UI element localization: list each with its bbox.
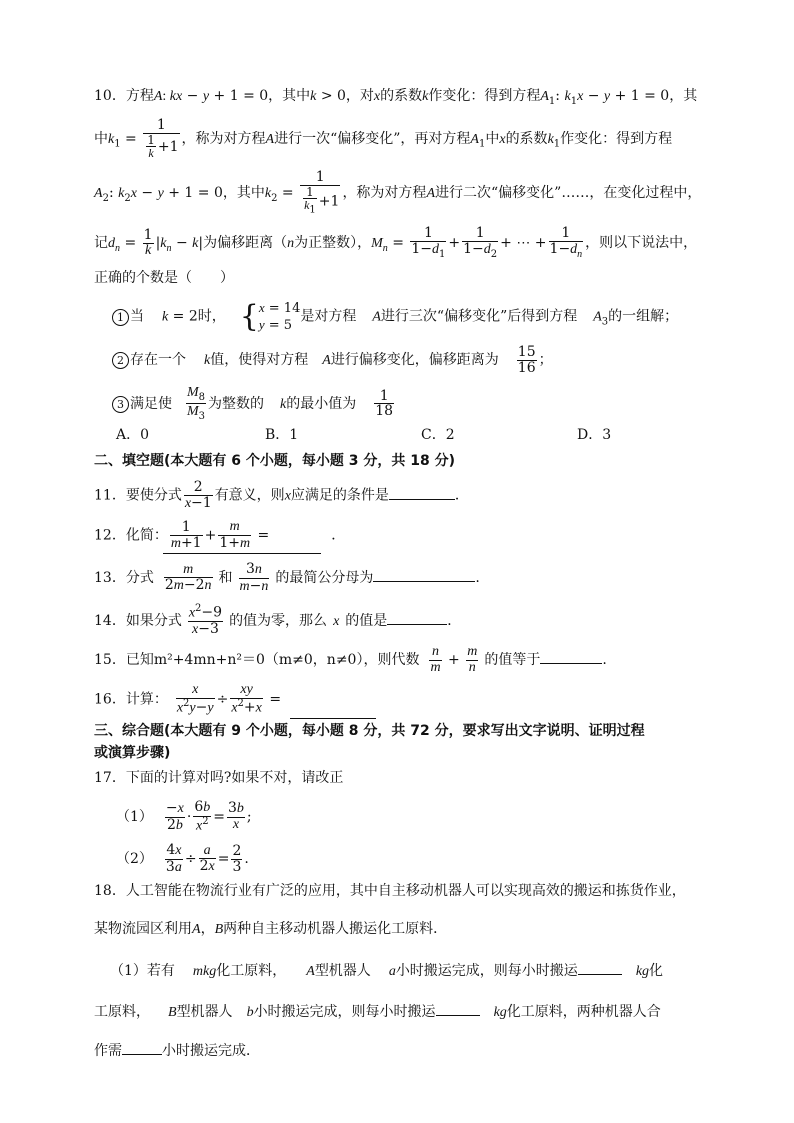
fraction: $\frac{1}{k}$ [143, 226, 153, 258]
q10-statement-1: 1 当 k = 2时， { x = 14 y = 5 是对方程 A进行三次“偏移变化”后得到方程 $A_3$的一组解； [112, 300, 678, 333]
q10-option-a: A．0 [116, 427, 150, 443]
answer-blank[interactable] [163, 553, 321, 554]
math-equation-a: A [153, 89, 163, 104]
q17-title: 17．下面的计算对吗?如果不对，请改正 [94, 770, 344, 786]
fraction: $\frac{1}{1-d_1}$ [411, 225, 446, 260]
answer-blank[interactable] [389, 487, 455, 500]
fraction: $\frac{15}{16}$ [517, 344, 536, 376]
fraction: $\frac{1}{m+1}$ [170, 519, 202, 551]
section-3-title-line2: 或演算步骤) [94, 745, 171, 761]
answer-blank[interactable] [290, 718, 376, 719]
fraction: $\frac{x}{x^2y-y}$ [176, 682, 214, 716]
q10-option-d: D．3 [577, 427, 612, 443]
fraction: $\frac{4x}{3a}$ [165, 842, 182, 875]
q18-line2: 某物流园区利用A，B两种自主移动机器人搬运化工原料． [94, 921, 448, 937]
q10-line5: 正确的个数是（ ） [94, 270, 234, 286]
brace-icon: { [239, 298, 259, 334]
fraction: $\frac{-x}{2b}$ [165, 799, 184, 833]
fraction: $\frac{3b}{x}$ [227, 800, 244, 833]
q10-statement-2: 2 存在一个 k值，使得对方程 A进行偏移变化，偏移距离为 $\frac{15}{16}$ ； [112, 345, 553, 375]
answer-blank[interactable] [436, 1003, 480, 1016]
q12: 12．化简： $\frac{1}{m+1}$ + $\frac{m}{1+m}$ = ． [94, 519, 346, 551]
q17-part1: （1） $\frac{-x}{2b}$ · $\frac{6b}{x^2}$ = $\frac{3b}{x}$ ; [116, 799, 252, 834]
q18-line1: 18．人工智能在物流行业有广泛的应用，其中自主移动机器人可以实现高效的搬运和拣货作业， [94, 883, 686, 899]
circled-2-icon: 2 [112, 352, 129, 369]
fraction: $\frac{1}{1-d_2}$ [463, 225, 498, 260]
answer-blank[interactable] [122, 1042, 162, 1055]
q15: 15．已知m²+4mn+n²＝0（m≠0，n≠0），则代数 $\frac{n}{m}$ + $\frac{m}{n}$ 的值等于 . [94, 644, 607, 675]
fraction: $\frac{1}{1-d_n}$ [549, 225, 583, 260]
fraction: $\frac{6b}{x^2}$ [194, 799, 211, 834]
fraction: $\frac{2}{x-1}$ [184, 479, 212, 511]
circled-3-icon: 3 [112, 396, 129, 413]
fraction: $\frac{M_8}{M_3}$ [187, 385, 206, 423]
section-3-title-line1: 三、综合题(本大题有 9 个小题，每小题 8 分，共 72 分，要求写出文字说明、证明过程 [94, 723, 645, 739]
answer-blank[interactable] [387, 612, 447, 625]
circled-1-icon: 1 [112, 309, 129, 326]
section-2-title: 二、填空题(本大题有 6 个小题，每小题 3 分，共 18 分) [94, 453, 456, 469]
fraction: $\frac{x^2-9}{x-3}$ [188, 603, 223, 638]
q18-line5: 作需 小时搬运完成． [94, 1043, 260, 1059]
fraction: $\frac{a}{2x}$ [199, 842, 215, 875]
q10-line2: 中$k_1$ = 1 $\frac{1}{k}$ +1 ，称为对方程A进行一次“偏移变化”，再对方程$A_1$中x的系数$k_1$作变化：得到方程 [94, 117, 673, 161]
q16: 16．计算： $\frac{x}{x^2y-y}$ ÷ $\frac{xy}{x^2+x}$ = [94, 682, 282, 716]
q17-part2: （2） $\frac{4x}{3a}$ ÷ $\frac{a}{2x}$ = $\frac{2}{3}$ . [116, 842, 249, 875]
q10-option-c: C．2 [421, 427, 455, 443]
q10-statement-3: 3 满足使 $\frac{M_8}{M_3}$ 为整数的 k的最小值为 $\frac{1}{18}$ [112, 385, 396, 423]
fraction: $\frac{m}{2m-2n}$ [164, 561, 212, 594]
q18-line3: （1）若有 mkg化工原料， A型机器人 a小时搬运完成，则每小时搬运 kg化 [110, 963, 664, 979]
fraction: $\frac{3n}{m-n}$ [239, 561, 269, 594]
answer-blank[interactable] [373, 569, 475, 582]
fraction: $\frac{1}{18}$ [375, 387, 394, 420]
q13: 13．分式 $\frac{m}{2m-2n}$ 和 $\frac{3n}{m-n}$ 的最简公分母为 . [94, 561, 480, 594]
q10-option-b: B．1 [265, 427, 299, 443]
fraction: 1 $\frac{1}{k_1}$ +1 [300, 170, 340, 216]
fraction: 1 $\frac{1}{k}$ +1 [143, 118, 179, 160]
fraction: $\frac{m}{n}$ [467, 644, 478, 675]
q14: 14．如果分式 $\frac{x^2-9}{x-3}$ 的值为零，那么 x 的值是 ． [94, 603, 462, 638]
q10-line3: $A_2$: $k_2x - y + 1 = 0$，其中$k_2$ = 1 $\frac{1}{k_1}$ +1 ，称为对方程A进行二次“偏移变化”……，在变化过程中， [94, 169, 702, 216]
answer-blank[interactable] [578, 962, 622, 975]
fraction: $\frac{m}{1+m}$ [219, 519, 251, 551]
fraction: $\frac{xy}{x^2+x}$ [231, 682, 262, 716]
q10-line4: 记$d_n$ = $\frac{1}{k}$ $|k_n - k|$为偏移距离（n为正整数），$M_n$ = $\frac{1}{1-d_1}$ + $\frac{1}{1-d_2}$ + ⋯ + $\frac{1}{1-d_n}$ ，则以下说法中， [94, 225, 698, 260]
fraction: $\frac{2}{3}$ [232, 843, 242, 875]
q18-line4: 工原料， B型机器人 b小时搬运完成，则每小时搬运 kg化工原料，两种机器人合 [94, 1004, 661, 1020]
fraction: $\frac{n}{m}$ [430, 644, 441, 675]
q10-line1: 10．方程A: kx − y + 1 = 0，其中k > 0，对x的系数k作变化：得到方程$A_1$: $k_1x - y + 1 = 0$，其 [94, 88, 698, 107]
answer-blank[interactable] [540, 651, 602, 664]
q11: 11．要使分式 $\frac{2}{x-1}$ 有意义，则x应满足的条件是 ． [94, 479, 469, 511]
